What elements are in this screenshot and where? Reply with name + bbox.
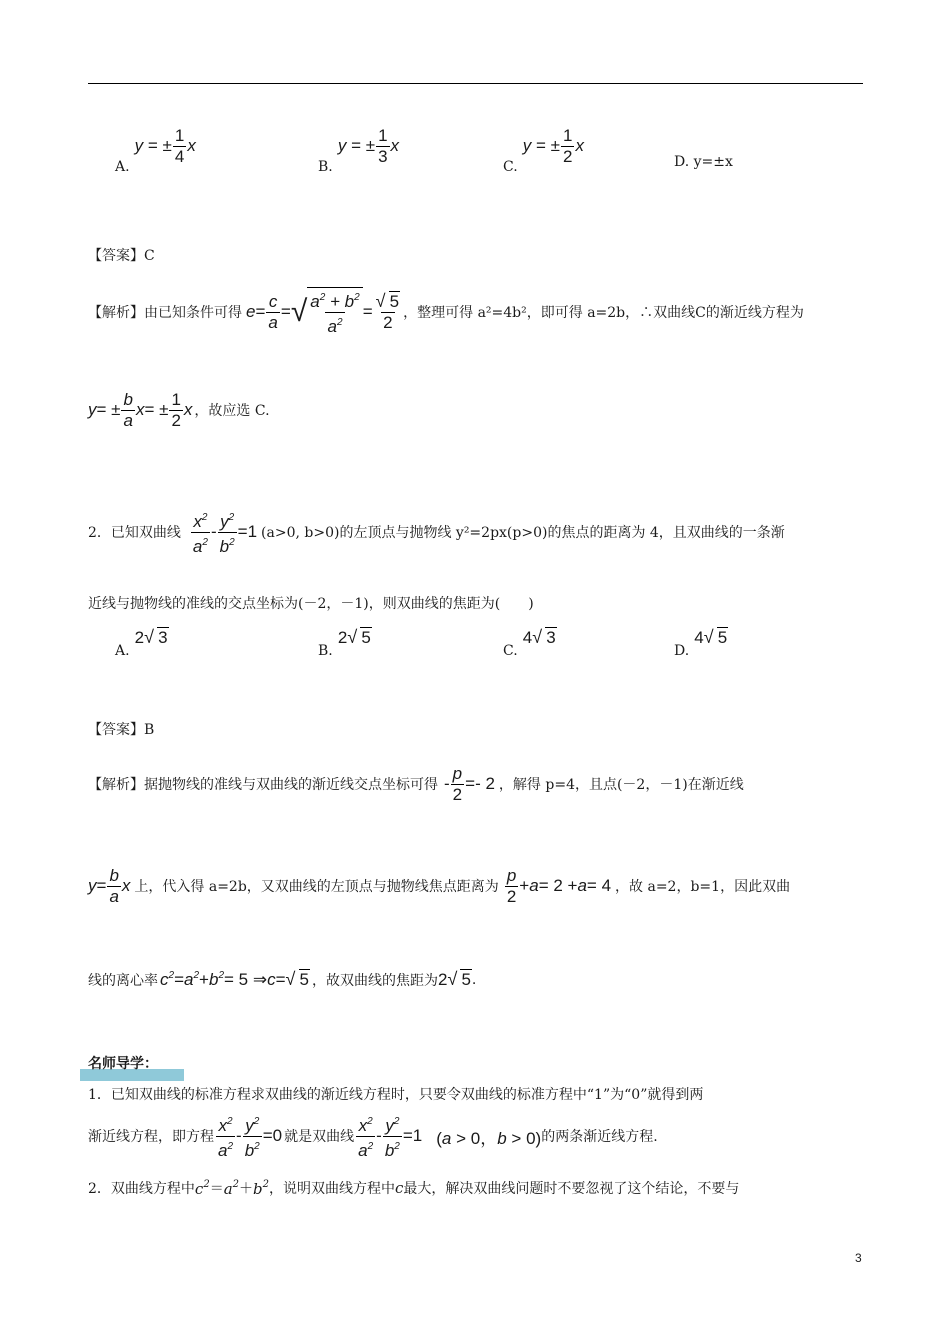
q1-analysis-line2: y = ± $\frac{b}{a}$ x = ± $\frac{1}{2}$ x ，故应选 C. xyxy=(88,389,270,430)
tips-heading: 名师导学： xyxy=(88,1056,158,1072)
q2-option-a: A. 2√ 3 xyxy=(115,628,169,648)
q2-stem-line2: 近线与抛物线的准线的交点坐标为(－2，－1)，则双曲线的焦距为( ) xyxy=(88,596,534,612)
q1-option-c: C. y = ± $\frac{1}{2}$ x xyxy=(503,126,584,175)
q1-option-d: D. y=±x xyxy=(674,154,733,170)
q2-option-c: C. 4√ 3 xyxy=(503,628,557,648)
tips-p2: 2．双曲线方程中 $c^2$ ＝ $a^2$ ＋ $b^2$ ，说明双曲线方程中 c 最大，解决双曲线问题时不要忽视了这个结论，不要与 xyxy=(88,1178,740,1198)
tips-p1-line2: 渐近线方程，即方程 $\frac{x^2}{a^2}$ - $\frac{y^2}{b^2}$ =0 就是双曲线 $\frac{x^2}{a^2}$ - $\frac{y^2}{b^2}$ =1 (a > 0，b > 0) 的两条渐近线方程. xyxy=(88,1115,658,1160)
q2-analysis-line2: y = $\frac{b}{a}$ x 上，代入得 a=2b，又双曲线的左顶点与抛物线焦点距离为 $\frac{p}{2}$ + a = 2 + a = 4 ，故 a=2，b=1，因此双曲 xyxy=(88,865,791,906)
q2-analysis-line1: 【解析】据抛物线的准线与双曲线的渐近线交点坐标可得 - $\frac{p}{2}$ =- 2 ，解得 p=4，且点(－2，－1)在渐近线 xyxy=(88,763,744,804)
q2-stem-line1: 2．已知双曲线 $\frac{x^2}{a^2}$ - $\frac{y^2}{b^2}$ =1 (a>0, b>0)的左顶点与抛物线 y²=2px(p>0)的焦点的距离为 4，且双曲线的一条渐 xyxy=(88,511,785,556)
q1-option-b: B. y = ± $\frac{1}{3}$ x xyxy=(318,126,400,175)
q1-answer: 【答案】C xyxy=(88,248,155,264)
header-rule xyxy=(88,83,863,84)
page-number: 3 xyxy=(855,1251,862,1265)
q1-option-a: A. y = ± $\frac{1}{4}$ x xyxy=(115,126,196,175)
tips-p1-line1: 1．已知双曲线的标准方程求双曲线的渐近线方程时，只要令双曲线的标准方程中“1”为“0”就得到两 xyxy=(88,1087,704,1103)
q2-answer: 【答案】B xyxy=(88,722,155,738)
q2-analysis-line3: 线的离心率 $c^2$ = $a^2$ + $b^2$ = 5 ⇒ c = √ 5 ，故双曲线的焦距为 2 √ 5 . xyxy=(88,960,476,1000)
q1-analysis-line1: 【解析】由已知条件可得 e = $\frac{c}{a}$ = √ $\frac{a^2 + b^2}{a^2}$ = √ $\frac{5}{2}$ ，整理可得 a²=4b²，即可得 a=2b，∴双曲线C的渐近线方程为 xyxy=(88,280,804,344)
q2-option-d: D. 4√ 5 xyxy=(674,628,728,648)
q2-option-b: B. 2√ 5 xyxy=(318,628,372,648)
